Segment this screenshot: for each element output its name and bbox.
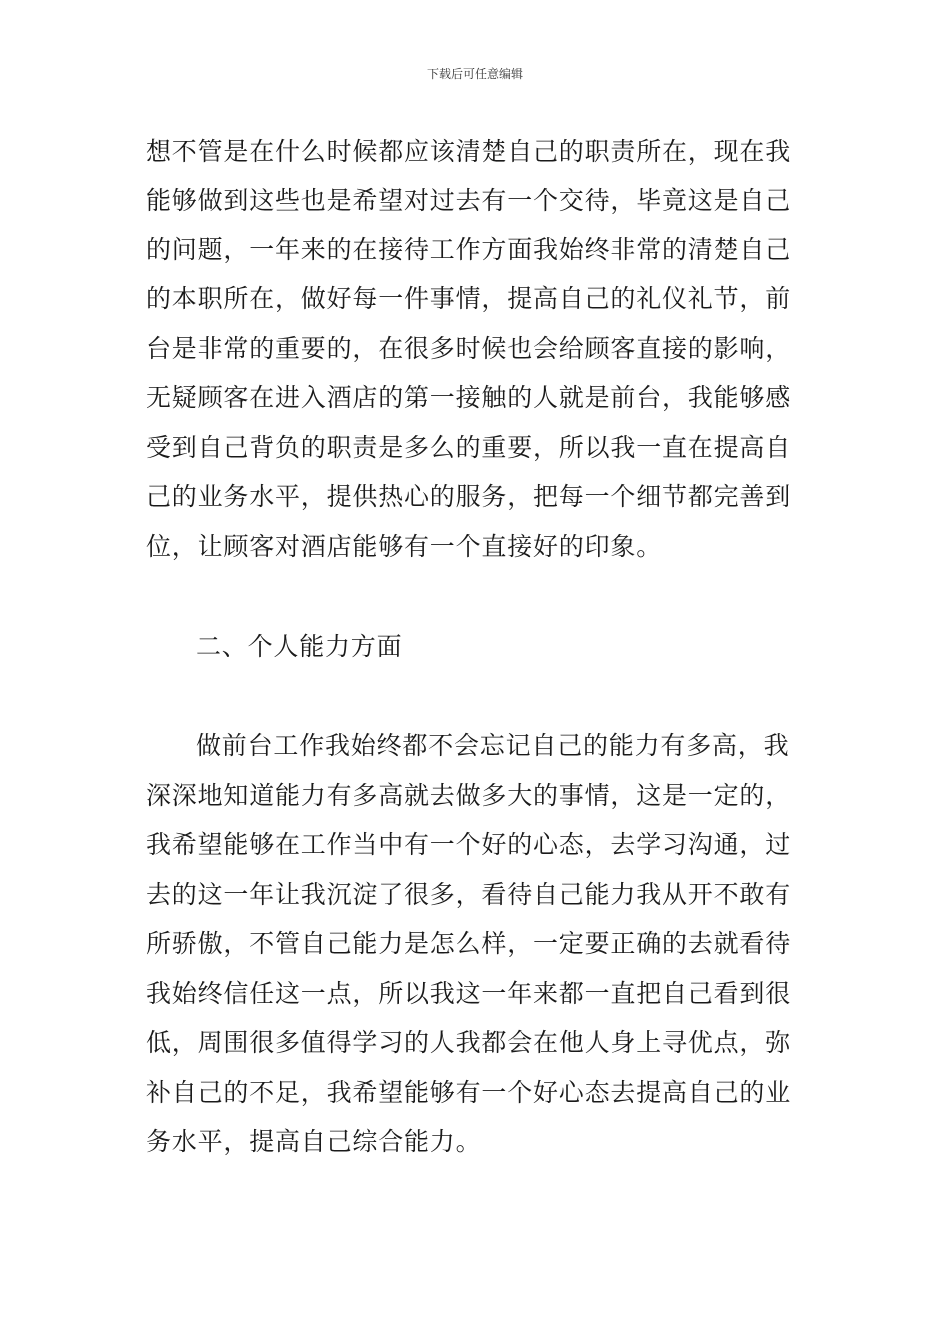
paragraph-2-line: 我希望能够在工作当中有一个好的心态，去学习沟通，过	[146, 830, 792, 859]
paragraph-1-line: 想不管是在什么时候都应该清楚自己的职责所在，现在我	[146, 137, 792, 166]
paragraph-1-line: 能够做到这些也是希望对过去有一个交待，毕竟这是自己	[146, 186, 792, 215]
paragraph-1-line: 的问题，一年来的在接待工作方面我始终非常的清楚自己	[146, 235, 792, 264]
paragraph-2-line: 补自己的不足，我希望能够有一个好心态去提高自己的业	[146, 1078, 792, 1107]
paragraph-2-line: 去的这一年让我沉淀了很多，看待自己能力我从开不敢有	[146, 880, 792, 909]
paragraph-2-line: 务水平，提高自己综合能力。	[146, 1127, 482, 1156]
paragraph-1-line: 无疑顾客在进入酒店的第一接触的人就是前台，我能够感	[146, 383, 792, 412]
paragraph-1-line: 的本职所在，做好每一件事情，提高自己的礼仪礼节，前	[146, 284, 792, 313]
page-header: 下载后可任意编辑	[426, 67, 523, 81]
paragraph-2-line: 所骄傲，不管自己能力是怎么样，一定要正确的去就看待	[146, 929, 792, 958]
paragraph-2-line: 低，周围很多值得学习的人我都会在他人身上寻优点，弥	[146, 1028, 792, 1057]
paragraph-1-line: 位，让顾客对酒店能够有一个直接好的印象。	[146, 532, 663, 561]
paragraph-2-line: 深深地知道能力有多高就去做多大的事情，这是一定的，	[146, 781, 792, 810]
paragraph-1-line: 受到自己背负的职责是多么的重要，所以我一直在提高自	[146, 433, 792, 462]
paragraph-2-line: 我始终信任这一点，所以我这一年来都一直把自己看到很	[146, 979, 792, 1008]
section-heading: 二、个人能力方面	[196, 632, 403, 661]
paragraph-1-line: 台是非常的重要的，在很多时候也会给顾客直接的影响，	[146, 334, 792, 363]
paragraph-2-line: 做前台工作我始终都不会忘记自己的能力有多高，我	[196, 731, 790, 760]
paragraph-1-line: 己的业务水平，提供热心的服务，把每一个细节都完善到	[146, 482, 792, 511]
